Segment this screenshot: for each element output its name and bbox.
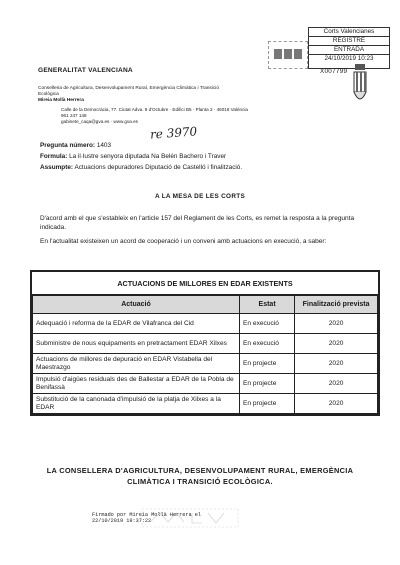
digital-signature [92, 512, 201, 525]
cell-actuacio: Adequació i reforma de la EDAR de Vilafranca del Cid [33, 314, 240, 334]
table-row [33, 394, 378, 414]
cell-estat: En projecte [240, 374, 295, 394]
conselleria-name: Conselleria de Agricultura, Desenvolupament Rural, Emergència Climàtica i Transició Ecològica [38, 86, 220, 97]
cell-finalitzacio: 2020 [295, 334, 378, 354]
handwritten-reference: re 3970 [149, 124, 198, 142]
stamp-number: X007799 [320, 68, 348, 75]
question-number-value: 1403 [96, 142, 112, 149]
cell-actuacio: Substitució de la canonada d'impulsió de la platja de Xilxes a la EDAR [33, 394, 240, 414]
actions-table [30, 270, 380, 416]
table-row [33, 354, 378, 374]
cell-estat: En execució [240, 334, 295, 354]
table-header-row [33, 296, 378, 314]
cell-actuacio: Impulsió d'aigües residuals des de Ballestar a EDAR de la Pobla de Benifassà [33, 374, 240, 394]
conselleria-block [38, 86, 238, 104]
signatory-line2: CLIMÀTICA I TRANSICIÓ ECOLÒGICA. [127, 477, 273, 486]
table-row [33, 314, 378, 334]
cell-estat: En projecte [240, 354, 295, 374]
minister-name: Mireia Mollà Herrera [38, 98, 84, 103]
stamp-title: Corts Valencianes [309, 28, 389, 37]
subject-label: Assumpte: [40, 164, 74, 171]
cell-actuacio: Subministre de nous equipaments en pretractament EDAR Xilxes [33, 334, 240, 354]
cell-finalitzacio: 2020 [295, 354, 378, 374]
cell-finalitzacio: 2020 [295, 394, 378, 414]
stamp-datetime: 24/10/2019 10:23 [324, 55, 374, 62]
cell-actuacio: Actuacions de millores de depuració en EDAR Vistabella del Maestrazgo [33, 354, 240, 374]
table-row [33, 374, 378, 394]
registry-box [308, 27, 390, 69]
formula-row [40, 151, 242, 162]
org-title: GENERALITAT VALENCIANA [38, 67, 133, 74]
subject-value: Actuacions depuradores Diputació de Castelló i finalització. [74, 164, 243, 171]
header-finalitzacio: Finalització prevista [295, 296, 378, 314]
signatory-line1: LA CONSELLERA D'AGRICULTURA, DESENVOLUPAMENT RURAL, EMERGÈNCIA [46, 466, 354, 475]
question-number-row [40, 140, 242, 151]
formula-value: La il·lustre senyora diputada Na Belén Bachero i Traver [69, 153, 227, 160]
question-block [40, 140, 242, 173]
context-paragraph: En l'actualitat existeixen un acord de cooperació i un conveni amb actuacions en execució, a saber: [40, 238, 327, 245]
question-number-label: Pregunta número: [40, 142, 96, 149]
signatory-title [0, 465, 400, 487]
signed-at: 22/10/2019 19:37:22 [92, 518, 152, 525]
table-row [33, 334, 378, 354]
table-caption: ACTUACIONS DE MILLORES EN EDAR EXISTENTS [32, 272, 378, 295]
stamp-line1: REGISTRE [309, 37, 389, 46]
registry-stamp [268, 27, 388, 75]
subject-row [40, 162, 242, 173]
stamp-line2: ENTRADA [309, 46, 389, 55]
cell-estat: En projecte [240, 394, 295, 414]
generalitat-emblem-icon [352, 62, 368, 110]
email-line: gabinete_caqa@gva.es · www.gva.es [61, 119, 138, 124]
corts-seal-icon [268, 41, 308, 69]
cell-finalitzacio: 2020 [295, 374, 378, 394]
signed-by: Firmado por Mireia Mollà Herrera el [92, 512, 201, 518]
header-actuacio: Actuació [33, 296, 240, 314]
cell-estat: En execució [240, 314, 295, 334]
address-block [61, 107, 281, 125]
intro-paragraph: D'acord amb el que s'estableix en l'article 157 del Reglament de les Corts, es remet la resposta a la pregunta indicada. [40, 215, 355, 231]
formula-label: Formula: [40, 153, 68, 160]
address-line: Calle de la Democràcia, 77. Ciutat Adva. 9 d'Octubre · Edifici B5 · Planta 2 · 46018 València [61, 107, 248, 112]
cell-finalitzacio: 2020 [295, 314, 378, 334]
table-grid [32, 295, 378, 414]
header-estat: Estat [240, 296, 295, 314]
addressee-heading: A LA MESA DE LES CORTS [154, 193, 246, 200]
phone-line: 961 247 148 [61, 113, 87, 118]
